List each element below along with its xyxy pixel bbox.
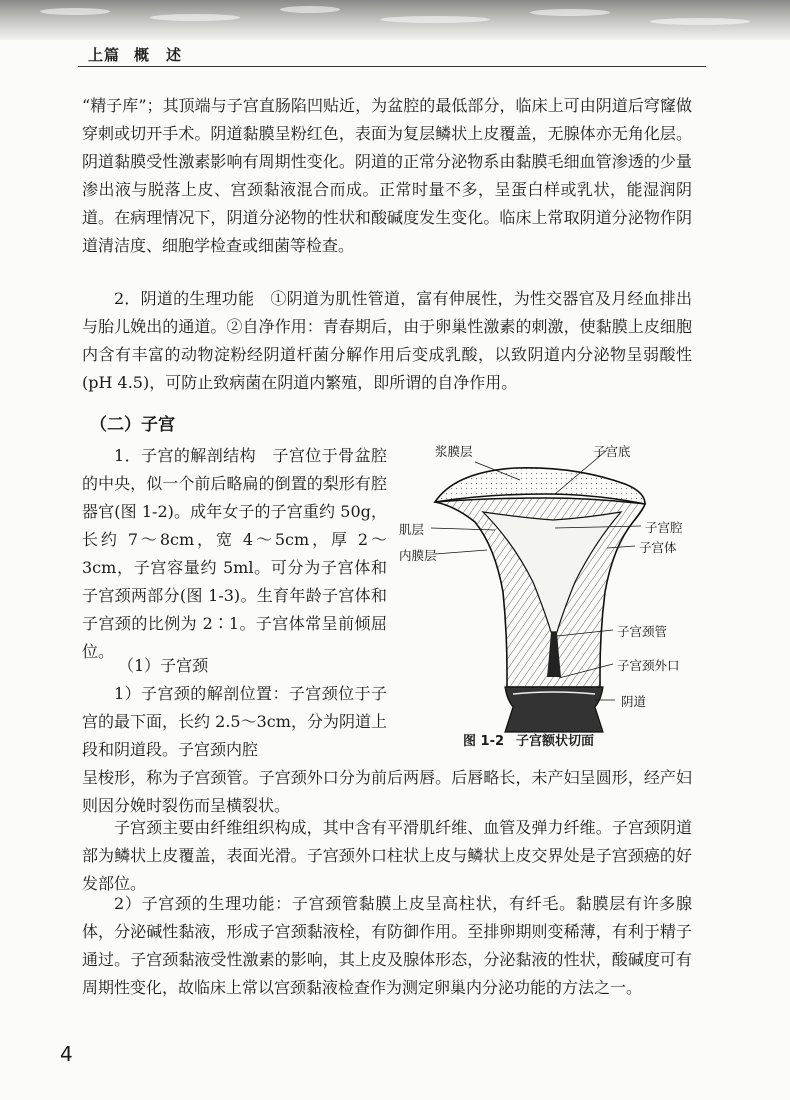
top-decorative-band — [0, 0, 790, 40]
paragraph-cervix-function: 2）子宫颈的生理功能：子宫颈管黏膜上皮呈高柱状，有纤毛。黏膜层有许多腺体，分泌碱性黏液，形成子宫颈黏液栓，有防御作用。至排卵期则变稀薄，有利于精子通过。子宫颈黏液受性激素的影响，其上皮及腺体形态，分泌黏液的性状，酸碱度可有周期性变化，故临床上常以宫颈黏液检查作为测定卵巢内分泌功能的方法之一。 — [82, 894, 692, 997]
section-title-uterus: （二）子宫 — [90, 415, 175, 435]
paragraph-cervix-structure: 子宫颈主要由纤维组织构成，其中含有平滑肌纤维、血管及弹力纤维。子宫颈阴道部为鳞状上皮覆盖，表面光滑。子宫颈外口柱状上皮与鳞状上皮交界处是子宫颈癌的好发部位。 — [82, 818, 692, 893]
running-header — [88, 44, 182, 65]
figure-caption-title: 子宫额状切面 — [516, 734, 595, 749]
figure-caption-number: 图 1-2 — [463, 734, 505, 749]
paragraph-cervix-position: 1）子宫颈的解剖位置：子宫颈位于子宫的最下面，长约 2.5～3cm，分为阴道上段和阴道段。子宫颈内腔 — [82, 684, 387, 759]
paragraph-cervix-position-cont: 呈梭形，称为子宫颈管。子宫颈外口分为前后两唇。后唇略长，未产妇呈圆形，经产妇则因分娩时裂伤而呈横裂状。 — [82, 768, 692, 815]
paragraph-vagina-function: 2．阴道的生理功能 ①阴道为肌性管道，富有伸展性，为性交器官及月经血排出与胎儿娩出的通道。②自净作用：青春期后，由于卵巢性激素的刺激，使黏膜上皮细胞内含有丰富的动物淀粉经阴道杆菌分解作用后变成乳酸，以致阴道内分泌物呈弱酸性(pH 4.5)，可防止致病菌在阴道内繁殖，即所谓的自净作用。 — [82, 289, 692, 392]
paragraph-vagina-mucosa: “精子库”；其顶端与子宫直肠陷凹贴近，为盆腔的最低部分，临床上可由阴道后穹窿做穿刺或切开手术。阴道黏膜呈粉红色，表面为复层鳞状上皮覆盖，无腺体亦无角化层。阴道黏膜受性激素影响有周期性变化。阴道的正常分泌物系由黏膜毛细血管渗透的少量渗出液与脱落上皮、宫颈黏液混合而成。正常时量不多，呈蛋白样或乳状，能湿润阴道。在病理情况下，阴道分泌物的性状和酸碱度发生变化。临床上常取阴道分泌物作阴道清洁度、细胞学检查或细菌等检查。 — [82, 96, 692, 255]
label-endometrium: 内膜层 — [399, 548, 437, 563]
header-section: 概 述 — [134, 46, 183, 64]
label-vagina: 阴道 — [621, 694, 647, 709]
header-rule — [78, 66, 706, 67]
subheading-cervix: （1）子宫颈 — [118, 656, 209, 675]
figure-caption — [463, 730, 594, 749]
label-cavity: 子宫腔 — [645, 520, 683, 535]
header-part: 上篇 — [88, 46, 121, 64]
label-fundus: 子宫底 — [593, 444, 631, 459]
paragraph-uterus-anatomy: 1．子宫的解剖结构 子宫位于骨盆腔的中央，似一个前后略扁的倒置的梨形有腔器官(图 1-2)。成年女子的子宫重约 50g，长约 7～8cm，宽 4～5cm，厚 2～3cm，子宫容量约 5ml。可分为子宫体和子宫颈两部分(图 1-3)。生育年龄子宫体和子宫颈的比例为 2∶1。子宫体常呈前倾屈位。 — [82, 446, 387, 661]
page-number: 4 — [60, 1042, 73, 1066]
label-external-os: 子宫颈外口 — [617, 658, 680, 673]
label-myometrium: 肌层 — [399, 522, 425, 537]
label-cervical-canal: 子宫颈管 — [617, 624, 668, 639]
figure-uterus-section — [395, 432, 700, 762]
label-uterine-body: 子宫体 — [639, 540, 677, 555]
uterus-illustration — [395, 432, 700, 762]
label-serosa: 浆膜层 — [435, 444, 473, 459]
